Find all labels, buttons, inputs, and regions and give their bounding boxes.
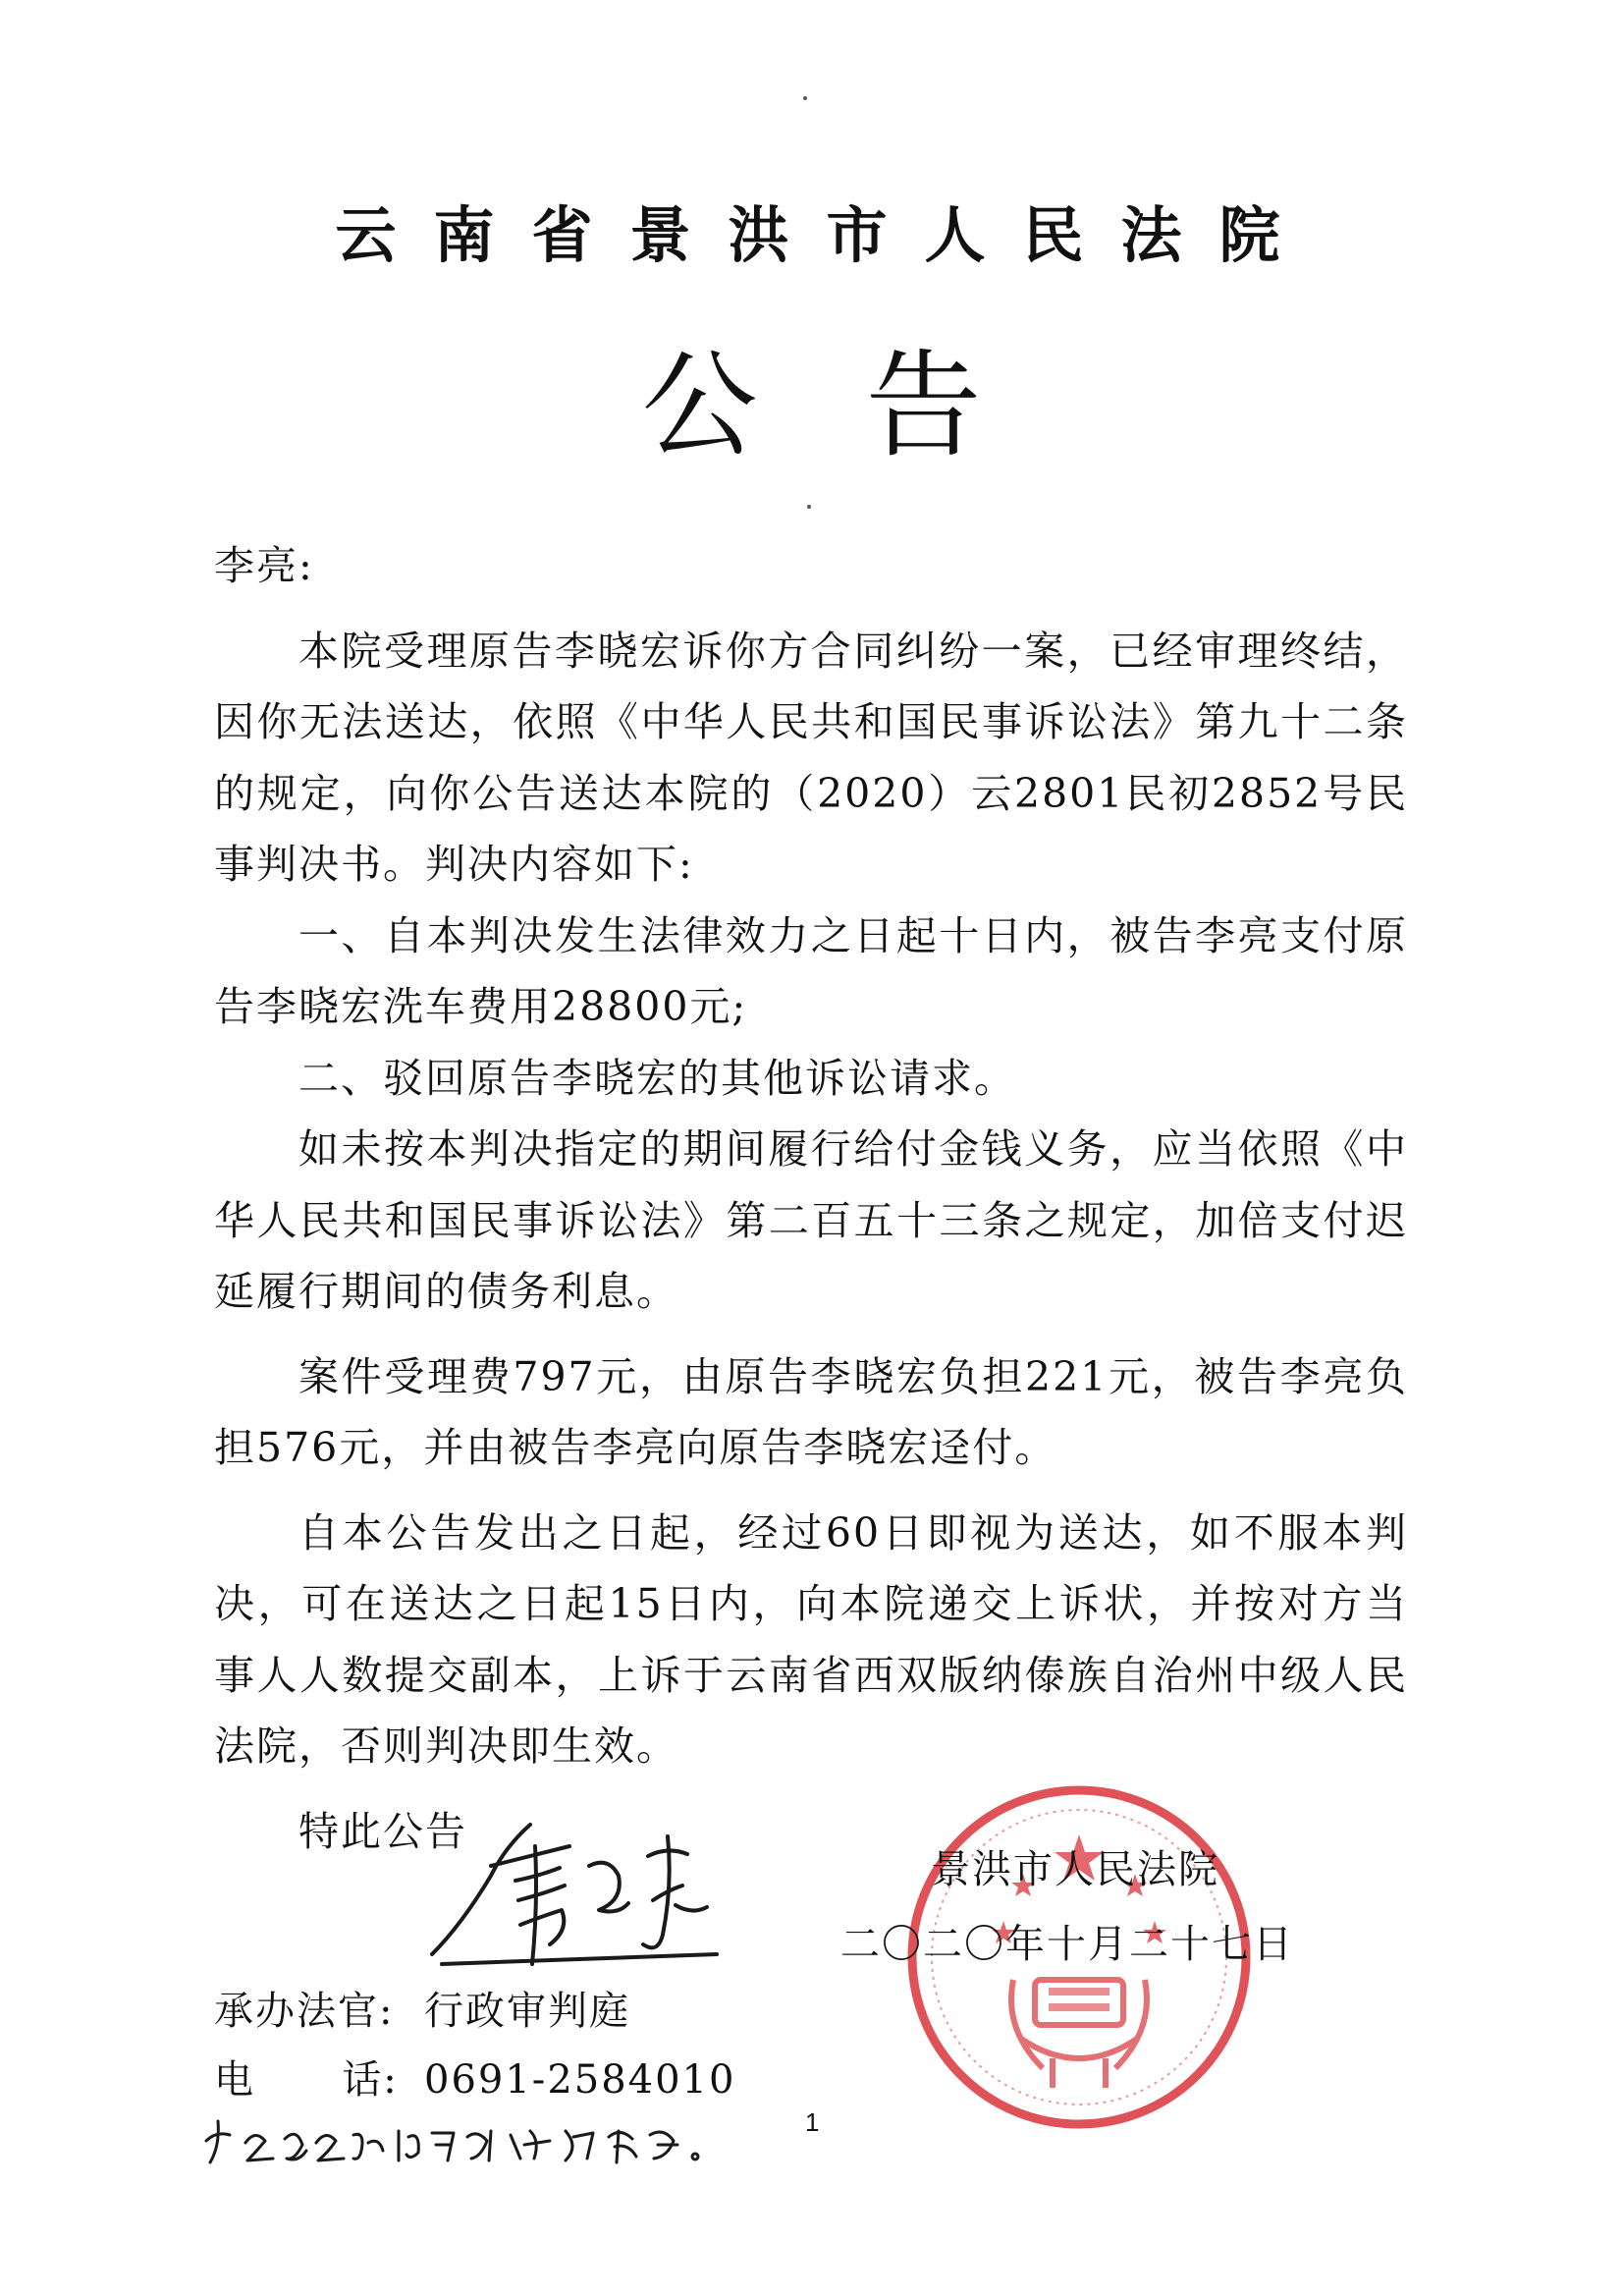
paragraph-closing: 特此公告 <box>298 1807 467 1855</box>
phone-contact-row <box>214 2049 735 2105</box>
judge-value: 行政审判庭 <box>424 1989 630 2034</box>
notice-title: 公告 <box>641 338 1090 473</box>
judge-signature <box>422 1807 736 1984</box>
addressee: 李亮: <box>214 542 314 589</box>
paragraph-court-fees: 案件受理费797元，由原告李晓宏负担221元，被告李亮负担576元，并由被告李亮向原告李晓宏迳付。 <box>214 1352 1408 1471</box>
court-name-heading: 云南省景洪市人民法院 <box>335 199 1318 271</box>
judge-contact-row <box>214 1980 630 2036</box>
issue-date: 二〇二〇年十月二十七日 <box>840 1922 1294 1967</box>
paragraph-judgment-item-1: 一、自本判决发生法律效力之日起十日内，被告李亮支付原告李晓宏洗车费用28800元; <box>214 911 1408 1030</box>
judge-label: 承办法官: <box>214 1989 395 2034</box>
phone-value: 0691-2584010 <box>424 2057 736 2103</box>
paragraph-appeal-notice: 自本公告发出之日起，经过60日即视为送达，如不服本判决，可在送达之日起15日内，向本院递交上诉状，并按对方当事人人数提交副本，上诉于云南省西双版纳傣族自治州中级人民法院，否则判决即生效。 <box>214 1508 1408 1770</box>
phone-label: 电 话: <box>214 2057 399 2103</box>
paragraph-late-payment: 如未按本判决指定的期间履行给付金钱义务，应当依照《中华人民共和国民事诉讼法》第二百五十三条之规定，加倍支付迟延履行期间的债务利息。 <box>214 1125 1408 1315</box>
issuing-court: 景洪市人民法院 <box>931 1847 1219 1892</box>
scan-speck <box>803 96 807 100</box>
paragraph-judgment-item-2: 二、驳回原告李晓宏的其他诉讼请求。 <box>298 1054 1016 1102</box>
paragraph-case-intro: 本院受理原告李晓宏诉你方合同纠纷一案，已经审理终结，因你无法送达，依照《中华人民共和国民事诉讼法》第九十二条的规定，向你公告送达本院的（2020）云2801民初2852号民事判决书。判决内容如下: <box>214 627 1408 888</box>
page-number: 1 <box>805 2107 820 2137</box>
notice-body <box>214 530 1408 1867</box>
scan-speck <box>807 505 811 509</box>
handwritten-posting-note <box>196 2102 825 2180</box>
